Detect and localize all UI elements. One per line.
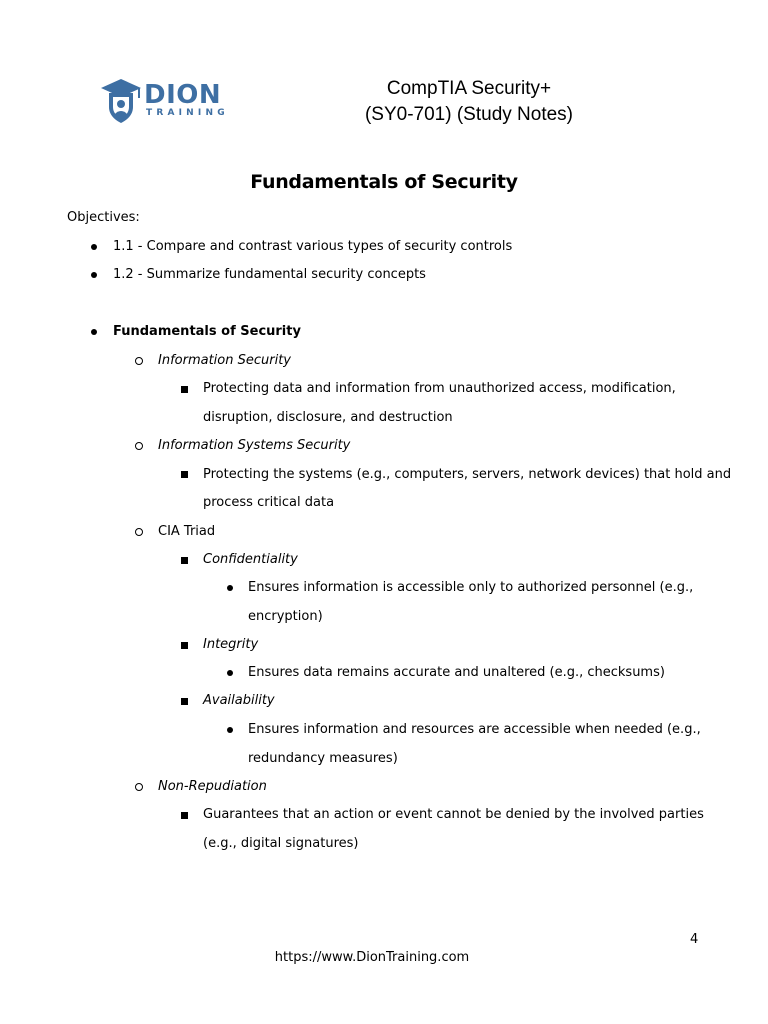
footer-link[interactable]: https://www.DionTraining.com (274, 950, 470, 965)
bullet-dot-icon (91, 329, 97, 335)
graduation-shield-icon (100, 77, 142, 125)
topic-cia-triad: CIA Triad (158, 524, 216, 539)
cia-description: Ensures information and resources are accessible when needed (e.g., (248, 722, 701, 737)
bullet-dot-icon (227, 585, 233, 591)
cia-description: encryption) (248, 609, 323, 624)
topic-description: process critical data (203, 495, 335, 510)
bullet-dot-icon (91, 272, 97, 278)
bullet-square-icon (181, 642, 188, 649)
topic-description: Guarantees that an action or event cannot be denied by the involved parties (203, 807, 704, 822)
cia-availability: Availability (203, 693, 275, 708)
course-subtitle: (SY0-701) (Study Notes) (364, 104, 574, 125)
topic-description: disruption, disclosure, and destruction (203, 410, 453, 425)
outline-heading: Fundamentals of Security (113, 324, 301, 339)
bullet-square-icon (181, 471, 188, 478)
cia-description: Ensures information is accessible only to authorized personnel (e.g., (248, 580, 694, 595)
course-title: CompTIA Security+ (386, 78, 552, 99)
bullet-circle-icon (135, 783, 143, 791)
bullet-square-icon (181, 812, 188, 819)
topic-description: Protecting the systems (e.g., computers, servers, network devices) that hold and (203, 467, 732, 482)
cia-description: redundancy measures) (248, 751, 398, 766)
bullet-square-icon (181, 698, 188, 705)
bullet-dot-icon (227, 670, 233, 676)
cia-description: Ensures data remains accurate and unaltered (e.g., checksums) (248, 665, 665, 680)
topic-information-security: Information Security (158, 353, 291, 368)
topic-description: Protecting data and information from unauthorized access, modification, (203, 381, 676, 396)
bullet-square-icon (181, 557, 188, 564)
bullet-circle-icon (135, 357, 143, 365)
topic-information-systems-security: Information Systems Security (158, 438, 351, 453)
cia-integrity: Integrity (203, 637, 259, 652)
bullet-circle-icon (135, 442, 143, 450)
brand-logo (100, 77, 230, 125)
topic-non-repudiation: Non-Repudiation (158, 779, 267, 794)
bullet-circle-icon (135, 528, 143, 536)
objective-item: 1.1 - Compare and contrast various types of security controls (113, 239, 513, 254)
page-number: 4 (690, 932, 699, 947)
bullet-square-icon (181, 386, 188, 393)
topic-description: (e.g., digital signatures) (203, 836, 359, 851)
cia-confidentiality: Confidentiality (203, 552, 298, 567)
logo-wordmark: DION (144, 80, 222, 110)
course-header (300, 76, 638, 128)
objective-item: 1.2 - Summarize fundamental security concepts (113, 267, 426, 282)
logo-subtitle: TRAINING (146, 108, 229, 118)
bullet-dot-icon (227, 727, 233, 733)
document-title: Fundamentals of Security (250, 171, 518, 193)
bullet-dot-icon (91, 244, 97, 250)
objectives-label: Objectives: (67, 210, 140, 225)
